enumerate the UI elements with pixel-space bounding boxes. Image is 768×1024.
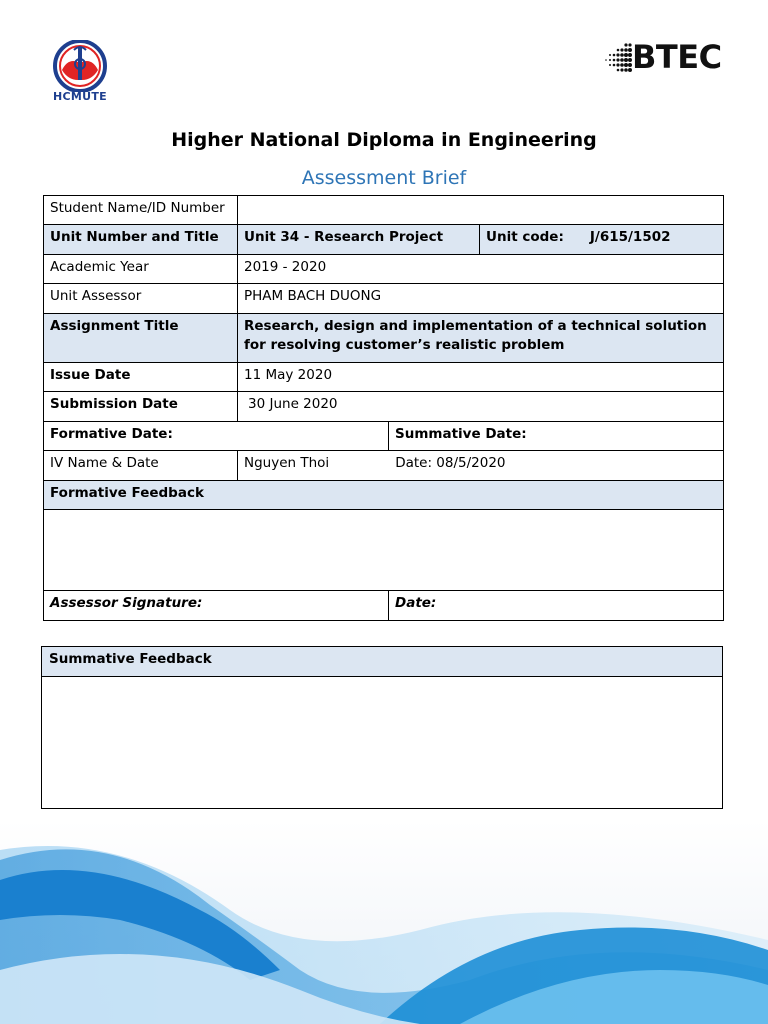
hcmute-emblem-icon [48,40,112,92]
table-row [44,422,724,451]
summative-date-label: Summative Date: [389,422,724,451]
table-row [44,451,724,481]
btec-logo [604,40,754,80]
btec-dots-icon [604,42,634,76]
table-row [44,284,724,314]
summative-feedback-label: Summative Feedback [42,647,723,677]
btec-logo-text: BTEC [632,38,722,76]
assessment-brief-table [43,195,724,621]
page-title: Higher National Diploma in Engineering [171,129,597,151]
unit-code-cell [480,225,724,255]
table-row [44,481,724,510]
formative-feedback-label: Formative Feedback [44,481,724,510]
student-name-value [238,196,724,225]
assessor-signature-label: Assessor Signature: [44,591,389,621]
formative-date-label: Formative Date: [44,422,389,451]
signature-date-label: Date: [389,591,724,621]
submission-date-value: 30 June 2020 [238,392,724,422]
academic-year-label: Academic Year [44,255,238,284]
table-row [44,196,724,225]
unit-number-value: Unit 34 - Research Project [238,225,480,255]
issue-date-value: 11 May 2020 [238,363,724,392]
page-subtitle: Assessment Brief [301,167,467,189]
table-row [44,392,724,422]
iv-value-cell [238,451,724,481]
issue-date-label: Issue Date [44,363,238,392]
table-row [44,363,724,392]
academic-year-value: 2019 - 2020 [238,255,724,284]
unit-assessor-label: Unit Assessor [44,284,238,314]
table-row [44,314,724,363]
unit-code-label: Unit code: [486,229,564,245]
decorative-wave [0,820,768,1024]
table-row [44,510,724,591]
summative-feedback-table [41,646,723,809]
iv-date: Date: 08/5/2020 [395,455,506,471]
table-row [44,591,724,621]
formative-feedback-area [44,510,724,591]
unit-assessor-value: PHAM BACH DUONG [238,284,724,314]
iv-label: IV Name & Date [44,451,238,481]
summative-feedback-area [42,677,723,809]
table-row [42,677,723,809]
iv-name: Nguyen Thoi [244,455,330,471]
assignment-title-label: Assignment Title [44,314,238,363]
assignment-title-value: Research, design and implementation of a technical solution for resolving customer’s realistic problem [238,314,724,363]
hcmute-logo-text: HCMUTE [53,90,107,103]
table-row [44,255,724,284]
student-name-label: Student Name/ID Number [44,196,238,225]
submission-date-label: Submission Date [44,392,238,422]
table-row [44,225,724,255]
unit-code-value: J/615/1502 [589,229,671,245]
table-row [42,647,723,677]
unit-number-label: Unit Number and Title [44,225,238,255]
